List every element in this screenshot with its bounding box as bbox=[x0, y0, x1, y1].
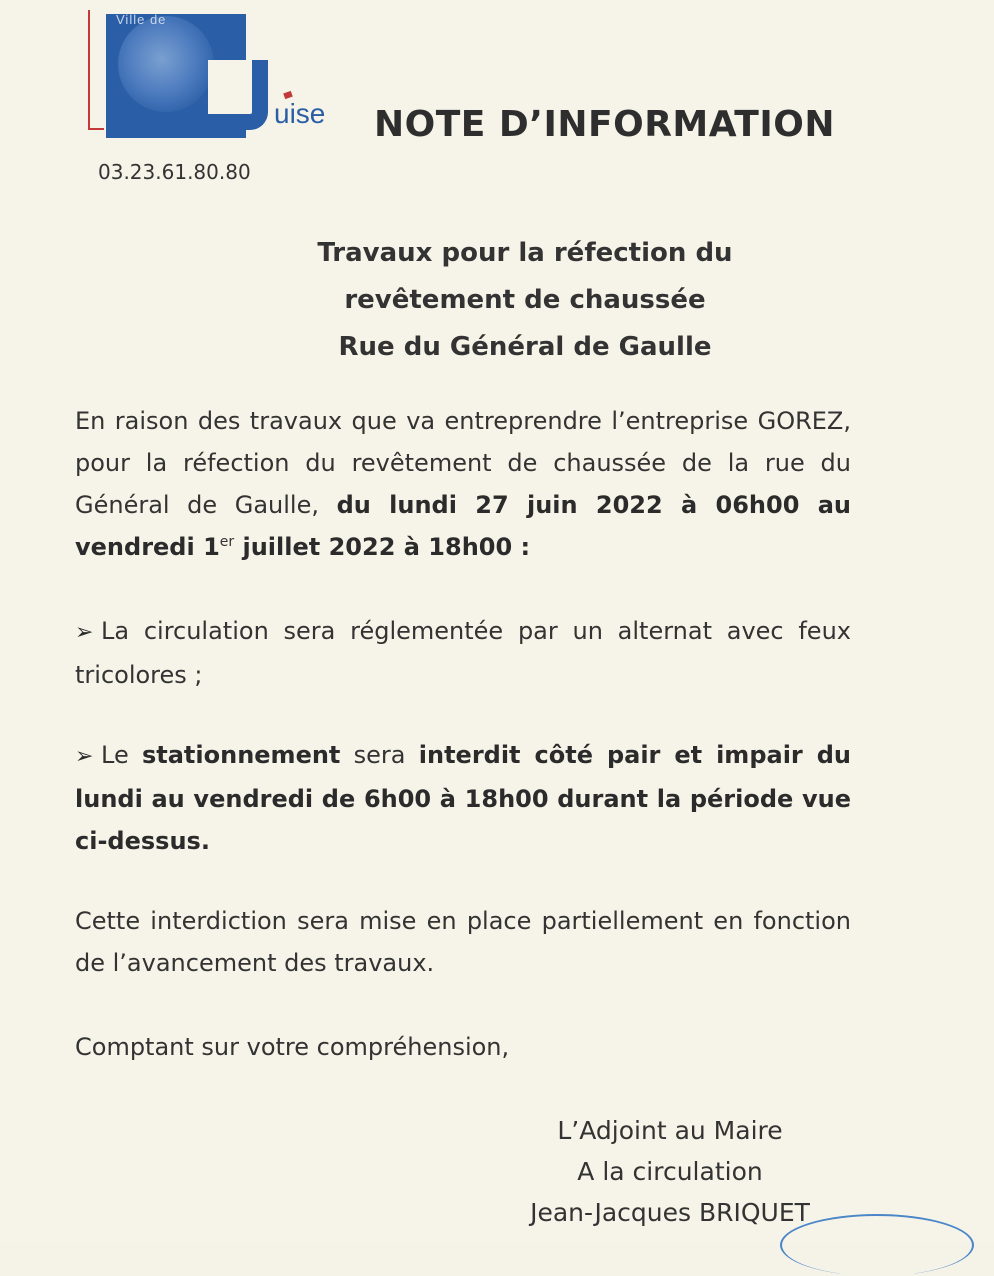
partial-closure-paragraph: Cette interdiction sera mise en place partiellement en fonction de l’avancement des travaux. bbox=[75, 907, 851, 977]
bullet-parking-bold-b: interdit côté pair et impair du lundi au vendredi de 6h00 à 18h00 durant la période vue ci-dessus. bbox=[75, 741, 851, 855]
bullet-parking bbox=[75, 734, 851, 862]
page-title: NOTE D’INFORMATION bbox=[374, 104, 835, 145]
arrow-bullet-icon: ➢ bbox=[75, 744, 94, 769]
logo-frame bbox=[88, 10, 104, 130]
closing-line: Comptant sur votre compréhension, bbox=[75, 1033, 510, 1061]
logo-letter-g bbox=[208, 60, 268, 130]
superscript-er: er bbox=[219, 534, 235, 550]
logo-top-text: Ville de bbox=[116, 12, 167, 27]
bullet-parking-text-a: Le bbox=[101, 741, 142, 769]
signature-role: L’Adjoint au Maire bbox=[557, 1116, 783, 1145]
subtitle bbox=[260, 230, 790, 371]
bullet-parking-text-b: sera bbox=[340, 741, 419, 769]
logo-word: uise bbox=[274, 98, 326, 129]
phone-number: 03.23.61.80.80 bbox=[98, 160, 251, 184]
intro-dates-bold-end: juillet 2022 à 18h00 : bbox=[234, 533, 531, 561]
official-stamp bbox=[780, 1214, 974, 1276]
signature-name: Jean-Jacques BRIQUET bbox=[530, 1198, 810, 1227]
subtitle-line-1: Travaux pour la réfection du bbox=[317, 238, 733, 268]
logo-globe-emblem bbox=[118, 16, 214, 112]
intro-text: En raison des travaux que va entreprendre l’entreprise GOREZ, pour la réfection du revêtement de chaussée de la rue du Général de Gaulle, bbox=[75, 407, 851, 519]
subtitle-line-2: revêtement de chaussée bbox=[344, 285, 706, 315]
bullet-traffic-text: La circulation sera réglementée par un alternat avec feux tricolores ; bbox=[75, 617, 851, 689]
subtitle-line-3: Rue du Général de Gaulle bbox=[338, 332, 712, 362]
intro-paragraph bbox=[75, 400, 851, 568]
intro-dates-bold: du lundi 27 juin 2022 à 06h00 au vendredi 1 bbox=[75, 491, 851, 561]
town-logo bbox=[88, 10, 348, 140]
signature-department: A la circulation bbox=[577, 1157, 763, 1186]
bullet-traffic bbox=[75, 610, 851, 696]
arrow-bullet-icon: ➢ bbox=[75, 620, 94, 645]
bullet-parking-bold-a: stationnement bbox=[141, 741, 341, 769]
signature-block bbox=[480, 1110, 860, 1233]
